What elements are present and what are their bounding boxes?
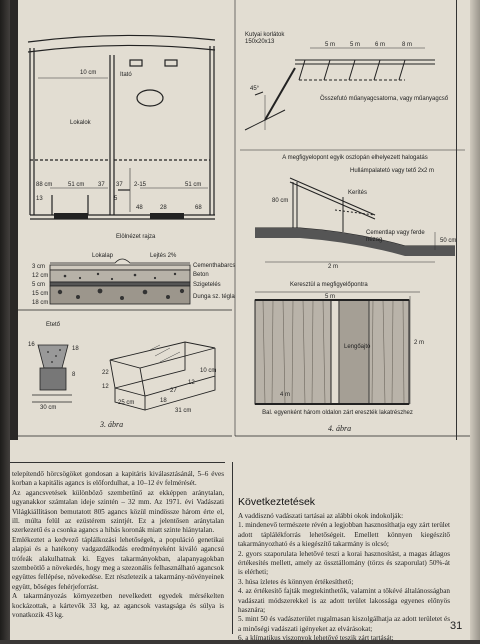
intro-text: A vaddisznó vadászati tartásai az alábbi okok indokolják:: [238, 512, 404, 520]
label-angle: 45°: [250, 86, 260, 92]
front-d4m: 4 m: [280, 392, 291, 398]
column-divider: [232, 462, 233, 634]
conclusion-item: 2. gyors szaporulata lehetővé teszi a korai hasznosítást, a magas átlagos értékesítés mellett, amely az össztállomány (törzs és szaporulat) 50%-át is elérheti;: [238, 549, 450, 577]
left-text-column: [12, 470, 224, 634]
front-d5m: 5 m: [325, 294, 336, 300]
tr-dim-9: 12: [188, 380, 195, 386]
tr-dim-8: 27: [170, 388, 177, 394]
page-number: 31: [450, 620, 463, 632]
left-paragraph: A takarmányozás környezetben nevelkedett egyedek mérsékelten kockázottak, a kártevők 33 kg, az agancsok vastagsága és súlya is vonatkozik 43 kg.: [12, 592, 224, 620]
tr-dim-5: 12: [102, 384, 109, 390]
left-paragraph: Az agancsvetések különböző szembetűnő az ekképpen aránytalan, ugyanakkor számtalan ideje szintén – 32 mm. Az 1971. évi Vadászati Világkiállításon bemutatott 805 agancs közül mindössze három érte el, ill. múlta felül az ezüstérem szintjét. Ez a jelentősen aránytalan szerkezetű és a csonka agancs a hibás koronák miatt szinte hiánytalan.: [12, 488, 224, 535]
plan-title: Elölnézet rajza: [116, 234, 156, 240]
left-paragraph: Emlékeztet a kedvező táplálkozási lehetőségek, a populáció genetikai alapjai és a hatékony vadgazdálkodás eredményeként kiváló agancsú trófeák alakulhatnak ki. Egyes takarmányokban, alapanyagokban szembeötlő a növekedés, hogy meg a szezonális felhasználható agancsok együttes fellépése, növekedése. Ezt részletezik a takarmány-növényeinek együtt, bőséges fehérjeforrást.: [12, 535, 224, 591]
front-bottom: Bal. egyenként három oldalon zárt ereszték lakatrészhez: [262, 410, 413, 416]
tr-dim-4: 22: [102, 370, 109, 376]
label-slab: Cementlap vagy ferde hézag: [366, 230, 425, 243]
page-edge: [470, 0, 480, 640]
dim-37-a: 37: [98, 182, 105, 188]
trough-label: Etető: [46, 322, 61, 328]
conclusion-item: 6. a klímatikus viszonyok lehetővé teszik zárt tartását;: [238, 634, 394, 643]
sec-dim-4: 18 cm: [32, 300, 49, 306]
dim-2-15: 2-15: [134, 182, 147, 188]
side-d2m: 2 m: [328, 264, 339, 270]
conclusion-item: 3. húsa ízletes és könnyen értékesíthető;: [238, 577, 354, 586]
dim-51-a: 51 cm: [68, 182, 85, 188]
magazine-page: [10, 0, 480, 643]
dim-10cm: 10 cm: [80, 70, 97, 76]
right-text-column: [238, 512, 450, 643]
figure-4-caption: 4. ábra: [328, 424, 352, 433]
figure-4-drawing: [235, 0, 470, 440]
dim-37-b: 37: [116, 182, 123, 188]
top-title: A megfigyelopont egyik oszlopán elhelyezett halogatás: [282, 155, 428, 161]
dim-13: 13: [36, 196, 43, 202]
top-d3: 6 m: [375, 42, 386, 48]
conclusion-item: 4. az értékesítő fajták megtekinthetők, valamint a tőkévé általánosságban vadászati módszerekkel is az adott terület lakossága egyenes előnyös hasznára;: [238, 587, 450, 615]
label-door: Lengőajtó: [344, 344, 371, 350]
tr-dim-6: 25 cm: [118, 400, 135, 406]
sec-dim-0: 3 cm: [32, 264, 46, 270]
top-d1: 5 m: [325, 42, 336, 48]
sec-dim-1: 12 cm: [32, 273, 49, 279]
sec-dim-3: 15 cm: [32, 291, 49, 297]
conclusion-item: 5. mint 50 és vadászterület rugalmasan kiszolgálhatja az adott területet és a minőségi vadászati igényeket az elvárásokat;: [238, 615, 450, 633]
layer-2: Szigetelés: [193, 282, 221, 288]
column-rule: [456, 0, 457, 440]
tr-dim-2: 8: [72, 372, 76, 378]
layer-1: Beton: [193, 272, 209, 278]
tr-dim-11: 31 cm: [175, 408, 192, 414]
label-korlat: Kutyai korlátok 150x20x13: [245, 32, 285, 45]
layer-3: Dunga sz. tégla: [193, 294, 235, 300]
label-roof: Hullámpalatetó vagy tető 2x2 m: [350, 168, 435, 174]
sec-dim-2: 5 cm: [32, 282, 46, 288]
side-d80: 80 cm: [272, 198, 289, 204]
section-heading: Következtetések: [238, 496, 316, 508]
label-lokalap: Lokalap: [92, 253, 114, 259]
tr-dim-0: 16: [28, 342, 35, 348]
label-pole: Kerítés: [348, 190, 368, 196]
dim-28: 28: [160, 205, 167, 211]
tr-dim-1: 18: [72, 346, 79, 352]
side-d50: 50 cm: [440, 238, 457, 244]
top-d4: 8 m: [402, 42, 413, 48]
dim-68: 68: [195, 205, 202, 211]
tr-dim-10: 10 cm: [200, 368, 217, 374]
layer-0: Cementhabarcs: [193, 263, 236, 269]
left-paragraph: telepítendő hörcsögöket gondosan a kapitáris kiválasztásánál, 5–6 éves korban a kapitális agancs is előfordulhat, a 10–12 év felmérését.: [12, 470, 224, 488]
left-column-top-rule: [10, 462, 225, 463]
dim-5: 5: [114, 196, 118, 202]
label-lejtes: Lejtés 2%: [150, 253, 177, 259]
tr-dim-3: 30 cm: [40, 405, 57, 411]
tr-dim-7: 18: [160, 398, 167, 404]
front-d2m: 2 m: [414, 340, 425, 346]
dim-51-b: 51 cm: [185, 182, 202, 188]
label-itato: Itató: [120, 72, 132, 78]
dim-48: 48: [136, 205, 143, 211]
label-lokalok: Lokalok: [70, 120, 91, 126]
dim-88: 88 cm: [36, 182, 53, 188]
front-title: Keresztül a megfigyelőpontra: [290, 282, 368, 288]
top-d2: 5 m: [350, 42, 361, 48]
figure-3-caption: 3. ábra: [100, 420, 124, 429]
label-gutter: Összefutó műanyagcsatorna, vagy műanyagcső: [320, 96, 449, 102]
conclusion-item: 1. mindenevő természete révén a legjobban hasznosíthatja egy zárt terület adott táplálékforrás lehetőségeit. Emellett könnyen kiegészítő takarmányozható és a kiegészítő takarmány is olcsó;: [238, 521, 450, 549]
